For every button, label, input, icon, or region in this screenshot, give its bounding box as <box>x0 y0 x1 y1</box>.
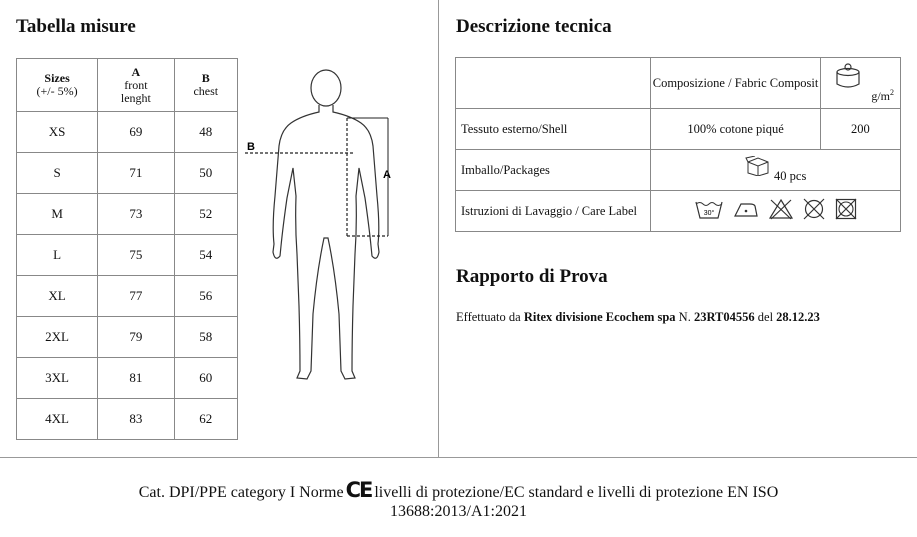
care-cell <box>651 191 901 232</box>
front-length-cell: 81 <box>98 358 174 399</box>
table-row <box>17 317 238 358</box>
header-sizes-label: Sizes <box>44 71 70 85</box>
weight-unit <box>871 88 894 104</box>
weight-icon <box>833 62 863 92</box>
front-length-cell: 79 <box>98 317 174 358</box>
size-table-header <box>17 59 238 112</box>
packages-label: Imballo/Packages <box>456 150 651 191</box>
weight-unit-text: g/m <box>871 89 890 103</box>
header-a-letter: A <box>131 64 141 79</box>
chest-cell: 52 <box>174 194 237 235</box>
weight-unit-sup: 2 <box>890 88 894 97</box>
size-cell: 2XL <box>17 317 98 358</box>
table-row <box>456 150 901 191</box>
header-a-label-1: front <box>124 77 148 92</box>
table-row <box>17 358 238 399</box>
report-company: Ritex divisione Ecochem spa <box>523 310 676 324</box>
front-length-cell: 73 <box>98 194 174 235</box>
figure-label-b: B <box>247 141 255 153</box>
size-chart-title: Tabella misure <box>16 16 136 37</box>
chest-cell: 48 <box>174 112 237 153</box>
size-cell: M <box>17 194 98 235</box>
footer-norm-prefix: Cat. DPI/PPE category I Norme <box>138 484 344 501</box>
chest-cell: 62 <box>174 399 237 440</box>
header-b <box>174 59 237 112</box>
report-title: Rapporto di Prova <box>456 266 608 287</box>
packages-value: 40 pcs <box>774 169 807 183</box>
footer-norm-text: livelli di protezione/EC standard e livelli di protezione EN ISO <box>374 484 779 501</box>
header-sizes <box>17 59 98 112</box>
report-number-prefix: N. <box>678 310 691 324</box>
size-cell: 3XL <box>17 358 98 399</box>
ce-mark-icon: CE <box>345 478 372 502</box>
table-row <box>17 112 238 153</box>
table-row <box>17 399 238 440</box>
report-number: 23RT04556 <box>693 310 755 324</box>
technical-title: Descrizione tecnica <box>456 16 612 37</box>
footer-line-2: 13688:2013/A1:2021 <box>390 503 527 520</box>
table-row <box>456 191 901 232</box>
table-row <box>456 109 901 150</box>
chest-cell: 58 <box>174 317 237 358</box>
table-row <box>17 194 238 235</box>
table-row <box>17 235 238 276</box>
size-cell: XL <box>17 276 98 317</box>
no-bleach-icon <box>768 198 794 220</box>
packages-cell <box>651 150 901 191</box>
front-length-cell: 77 <box>98 276 174 317</box>
front-length-cell: 71 <box>98 153 174 194</box>
iron-low-icon <box>732 198 760 220</box>
report-date: 28.12.23 <box>776 310 820 324</box>
composition-header: Composizione / Fabric Composit <box>651 58 821 109</box>
chest-cell: 60 <box>174 358 237 399</box>
size-cell: 4XL <box>17 399 98 440</box>
shell-composition: 100% cotone piqué <box>651 109 821 150</box>
footer-line-1 <box>0 478 917 502</box>
size-cell: L <box>17 235 98 276</box>
size-cell: S <box>17 153 98 194</box>
care-label: Istruzioni di Lavaggio / Care Label <box>456 191 651 232</box>
shell-label: Tessuto esterno/Shell <box>456 109 651 150</box>
horizontal-divider <box>0 457 917 458</box>
figure-label-a: A <box>383 169 391 181</box>
size-cell: XS <box>17 112 98 153</box>
technical-table <box>455 57 901 232</box>
body-outline <box>273 70 379 379</box>
report-date-prefix: del <box>757 310 774 324</box>
care-icons <box>694 198 858 220</box>
tech-header-row <box>456 58 901 109</box>
front-length-cell: 75 <box>98 235 174 276</box>
chest-cell: 50 <box>174 153 237 194</box>
body-measurement-figure <box>245 66 405 386</box>
wash-temp-label: 30° <box>703 210 714 217</box>
weight-header <box>820 58 900 109</box>
header-b-label: chest <box>193 84 219 98</box>
table-row <box>17 276 238 317</box>
report-prefix: Effettuato da <box>456 310 521 324</box>
chest-cell: 54 <box>174 235 237 276</box>
header-a <box>98 59 174 112</box>
header-tolerance: (+/- 5%) <box>36 84 78 98</box>
shell-weight: 200 <box>820 109 900 150</box>
header-b-letter: B <box>201 71 210 85</box>
front-length-cell: 69 <box>98 112 174 153</box>
size-table <box>16 58 238 440</box>
no-tumble-dry-icon <box>834 198 858 220</box>
report-line <box>456 310 820 325</box>
wash-30-icon <box>694 198 724 220</box>
no-dry-clean-icon <box>802 198 826 220</box>
tech-header-empty <box>456 58 651 109</box>
front-length-cell: 83 <box>98 399 174 440</box>
vertical-divider <box>438 0 439 457</box>
table-row <box>17 153 238 194</box>
chest-cell: 56 <box>174 276 237 317</box>
header-a-label-2: lenght <box>120 90 151 105</box>
box-icon <box>745 156 771 176</box>
footer <box>0 478 917 521</box>
